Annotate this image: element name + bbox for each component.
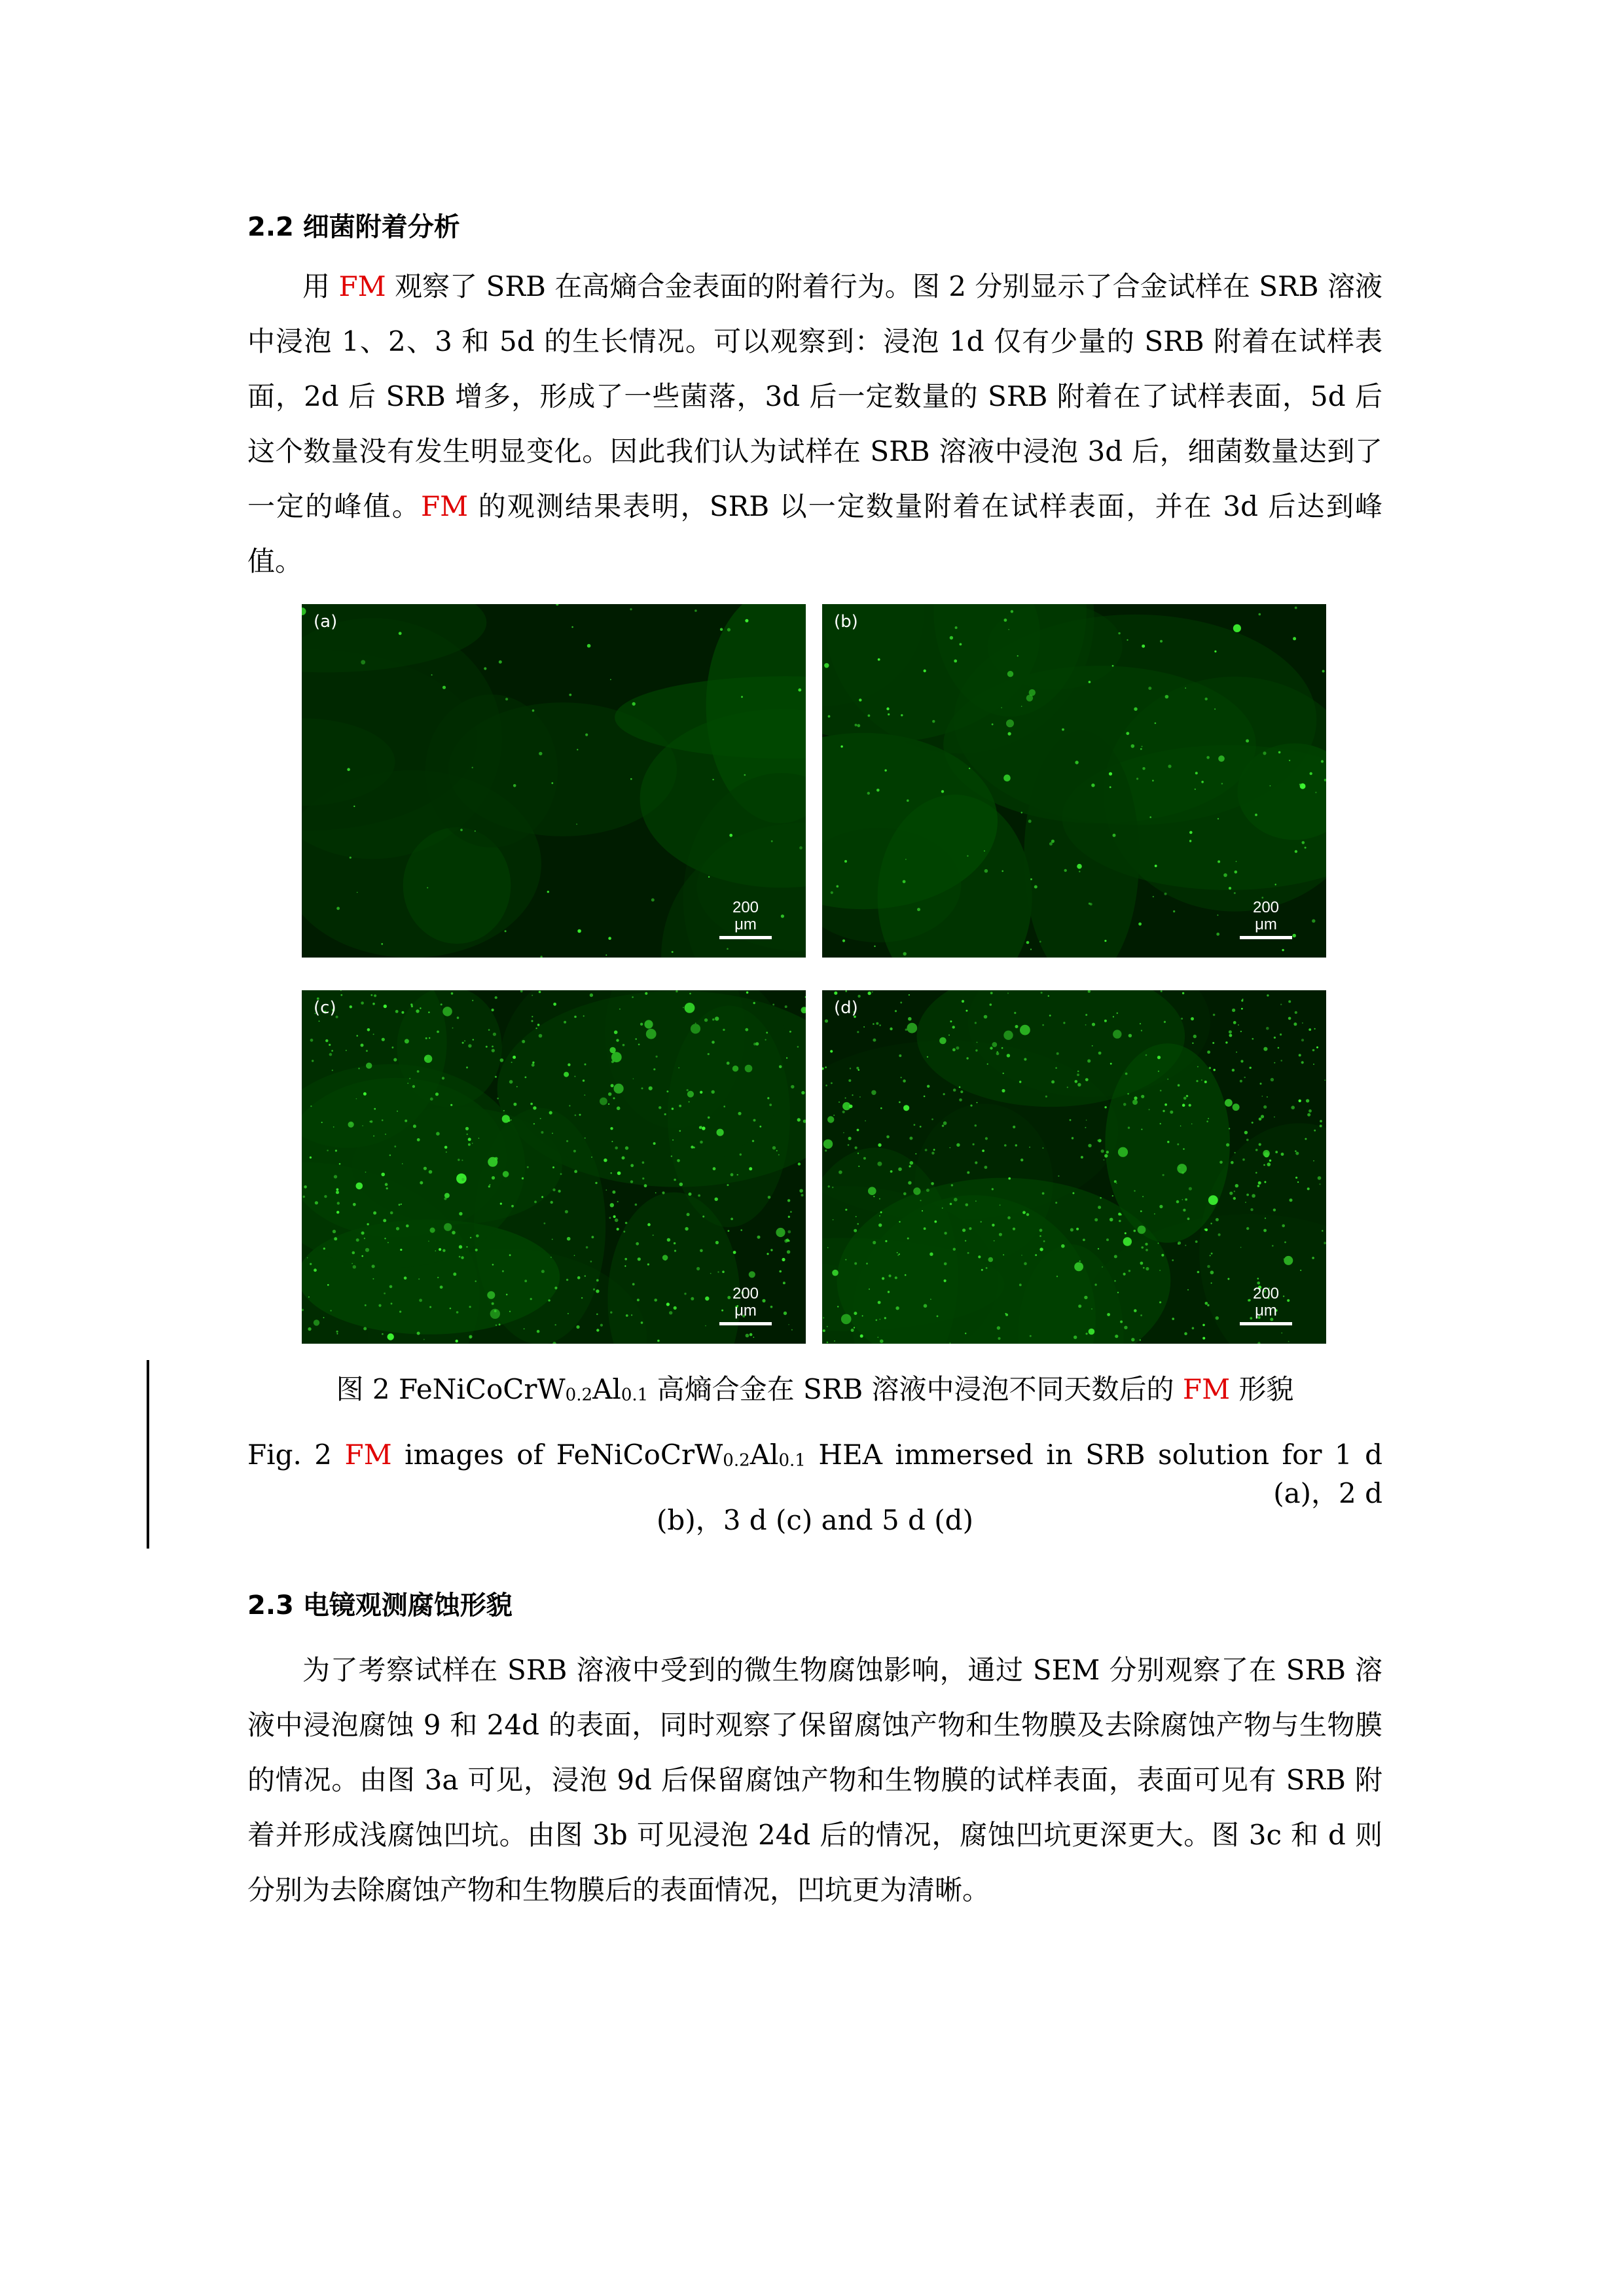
fm-image-b [822,604,1326,958]
panel-label: (c) [314,998,336,1018]
scale-bar-line [1240,1322,1292,1325]
highlight-term: FM [344,1439,392,1471]
text-run: 形貌 [1230,1373,1294,1405]
text-run: HEA immersed in SRB solution for 1 d (a)，2 d [805,1439,1382,1509]
scale-bar [1240,899,1292,939]
panel-label: (b) [834,612,858,632]
scale-bar [1240,1285,1292,1325]
paragraph-bacterial-adhesion [247,259,1382,589]
paragraph-sem-observation [247,1643,1382,1918]
fm-image-c [302,990,806,1344]
section-heading-2-2: 2.2 细菌附着分析 [247,212,460,242]
fm-image-d [822,990,1326,1344]
scale-bar-line [719,936,772,939]
subscript: 0.1 [778,1450,806,1471]
figure-2 [302,604,1326,1347]
margin-change-bar [147,1360,149,1549]
section-heading-2-3: 2.3 电镜观测腐蚀形貌 [247,1590,513,1621]
text-run: Fig. 2 [247,1439,345,1471]
scale-bar-label: 200 μm [732,1285,759,1319]
scale-bar-label: 200 μm [1252,899,1280,933]
subscript: 0.2 [723,1450,750,1471]
text-run: 的观测结果表明，SRB 以一定数量附着在试样表面，并在 3d 后达到峰值。 [247,490,1382,577]
text-run: 图 2 FeNiCoCrW [336,1373,566,1405]
paragraph-text [247,259,1382,589]
figure-caption-chinese [247,1373,1382,1412]
highlight-term: FM [338,270,386,302]
subscript: 0.1 [621,1385,649,1405]
figure-caption-english-line2: (b)，3 d (c) and 5 d (d) [657,1504,973,1536]
scale-bar-label: 200 μm [1252,1285,1280,1319]
scale-bar [719,899,772,939]
scale-bar [719,1285,772,1325]
panel-label: (a) [314,612,338,632]
highlight-term: FM [1182,1373,1231,1405]
scale-bar-line [1240,936,1292,939]
text-run: images of FeNiCoCrW [391,1439,723,1471]
text-run: 用 [302,270,339,302]
paragraph-text: 为了考察试样在 SRB 溶液中受到的微生物腐蚀影响，通过 SEM 分别观察了在 SRB 溶液中浸泡腐蚀 9 和 24d 的表面，同时观察了保留腐蚀产物和生物膜及去除腐蚀产物与生物膜的情况。由图 3a 可见，浸泡 9d 后保留腐蚀产物和生物膜的试样表面，表面可见有 SRB 附着并形成浅腐蚀凹坑。由图 3b 可见浸泡 24d 后的情况，腐蚀凹坑更深更大。图 3c 和 d 则分别为去除腐蚀产物和生物膜后的表面情况，凹坑更为清晰。 [247,1654,1382,1906]
panel-label: (d) [834,998,858,1018]
text-run: Al [749,1439,779,1471]
scale-bar-line [719,1322,772,1325]
figure-caption-english-line1 [247,1439,1382,1510]
subscript: 0.2 [565,1385,593,1405]
highlight-term: FM [420,490,469,522]
text-run: Al [592,1373,621,1405]
text-run: 高熵合金在 SRB 溶液中浸泡不同天数后的 [648,1373,1183,1405]
scale-bar-label: 200 μm [732,899,759,933]
fm-image-a [302,604,806,958]
text-run: 观察了 SRB 在高熵合金表面的附着行为。图 2 分别显示了合金试样在 SRB 溶液中浸泡 1、2、3 和 5d 的生长情况。可以观察到：浸泡 1d 仅有少量的 SRB 附着在试样表面，2d 后 SRB 增多，形成了一些菌落，3d 后一定数量的 SRB 附着在了试样表面，5d 后这个数量没有发生明显变化。因此我们认为试样在 SRB 溶液中浸泡 3d 后，细菌数量达到了一定的峰值。 [247,270,1382,522]
